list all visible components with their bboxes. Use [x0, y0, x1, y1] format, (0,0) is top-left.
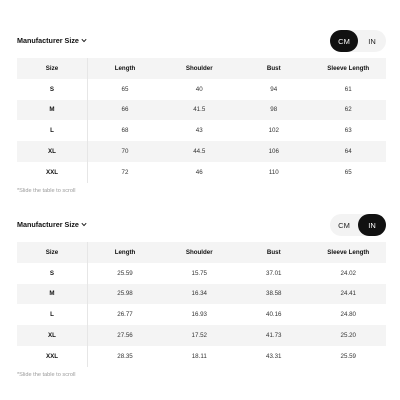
shoulder-cell: 16.34	[191, 290, 207, 298]
length-cell: 28.35	[117, 352, 133, 360]
size-chart-header	[17, 30, 386, 54]
length-cell: 72	[121, 168, 129, 176]
table-row	[17, 162, 386, 183]
column-header-length: Length	[114, 64, 136, 72]
sleeve-length-cell: 24.41	[340, 290, 356, 298]
bust-cell: 110	[268, 168, 279, 176]
shoulder-cell: 16.93	[191, 311, 207, 319]
table-row	[17, 120, 386, 141]
table-row	[17, 263, 386, 284]
shoulder-cell: 43	[195, 127, 203, 135]
column-header-shoulder: Shoulder	[185, 248, 213, 256]
sleeve-length-cell: 24.02	[340, 269, 356, 277]
length-cell: 68	[121, 127, 129, 135]
table-row	[17, 141, 386, 162]
column-header-bust: Bust	[266, 64, 281, 72]
sleeve-length-cell: 61	[344, 85, 352, 93]
size-table	[17, 242, 386, 367]
unit-toggle	[330, 30, 386, 52]
unit-in-button[interactable]: IN	[358, 214, 386, 236]
table-row	[17, 346, 386, 367]
manufacturer-size-dropdown[interactable]	[17, 36, 87, 45]
manufacturer-size-label: Manufacturer Size	[17, 220, 79, 229]
shoulder-cell: 41.5	[193, 106, 206, 114]
size-cell: XXL	[17, 346, 88, 367]
table-row	[17, 304, 386, 325]
sleeve-length-cell: 65	[344, 168, 352, 176]
sleeve-length-cell: 25.59	[340, 352, 356, 360]
length-cell: 65	[121, 85, 129, 93]
table-header-row	[17, 242, 386, 263]
size-cell: XL	[17, 325, 88, 346]
scroll-hint: *Slide the table to scroll	[17, 371, 76, 378]
size-cell: S	[17, 263, 88, 284]
shoulder-cell: 15.75	[191, 269, 207, 277]
length-cell: 66	[121, 106, 129, 114]
size-cell: S	[17, 79, 88, 100]
bust-cell: 98	[270, 106, 278, 114]
size-cell: M	[17, 284, 88, 305]
unit-cm-button[interactable]: CM	[330, 30, 358, 52]
shoulder-cell: 46	[195, 168, 203, 176]
length-cell: 26.77	[117, 311, 133, 319]
shoulder-cell: 18.11	[191, 352, 207, 360]
unit-cm-button[interactable]: CM	[338, 220, 350, 230]
manufacturer-size-dropdown[interactable]	[17, 220, 87, 229]
size-table	[17, 58, 386, 183]
size-cell: XXL	[17, 162, 88, 183]
bust-cell: 38.58	[266, 290, 282, 298]
shoulder-cell: 44.5	[193, 148, 206, 156]
sleeve-length-cell: 62	[344, 106, 352, 114]
length-cell: 25.98	[117, 290, 133, 298]
sleeve-length-cell: 25.20	[340, 332, 356, 340]
size-cell: XL	[17, 141, 88, 162]
sleeve-length-cell: 24.80	[340, 311, 356, 319]
length-cell: 25.59	[117, 269, 133, 277]
manufacturer-size-label: Manufacturer Size	[17, 36, 79, 45]
chevron-down-icon	[81, 38, 87, 43]
bust-cell: 94	[270, 85, 278, 93]
column-header-bust: Bust	[266, 248, 281, 256]
size-chart-in	[17, 214, 386, 378]
bust-cell: 41.73	[266, 332, 282, 340]
length-cell: 70	[121, 148, 129, 156]
shoulder-cell: 17.52	[191, 332, 207, 340]
table-header-row	[17, 58, 386, 79]
sleeve-length-cell: 63	[344, 127, 352, 135]
shoulder-cell: 40	[195, 85, 203, 93]
bust-cell: 40.16	[266, 311, 282, 319]
scroll-hint: *Slide the table to scroll	[17, 187, 76, 194]
unit-in-button[interactable]: IN	[368, 36, 376, 46]
column-header-size: Size	[17, 58, 88, 79]
sleeve-length-cell: 64	[344, 148, 352, 156]
length-cell: 27.56	[117, 332, 133, 340]
column-header-sleeve-length: Sleeve Length	[327, 64, 370, 72]
size-chart-cm	[17, 30, 386, 194]
size-cell: M	[17, 100, 88, 121]
size-chart-header	[17, 214, 386, 238]
chevron-down-icon	[81, 222, 87, 227]
table-row	[17, 325, 386, 346]
bust-cell: 102	[268, 127, 279, 135]
size-cell: L	[17, 120, 88, 141]
column-header-length: Length	[114, 248, 136, 256]
column-header-sleeve-length: Sleeve Length	[327, 248, 370, 256]
size-cell: L	[17, 304, 88, 325]
column-header-size: Size	[17, 242, 88, 263]
unit-toggle	[330, 214, 386, 236]
bust-cell: 43.31	[266, 352, 282, 360]
table-row	[17, 284, 386, 305]
column-header-shoulder: Shoulder	[185, 64, 213, 72]
table-row	[17, 79, 386, 100]
table-row	[17, 100, 386, 121]
bust-cell: 106	[268, 148, 279, 156]
bust-cell: 37.01	[266, 269, 282, 277]
